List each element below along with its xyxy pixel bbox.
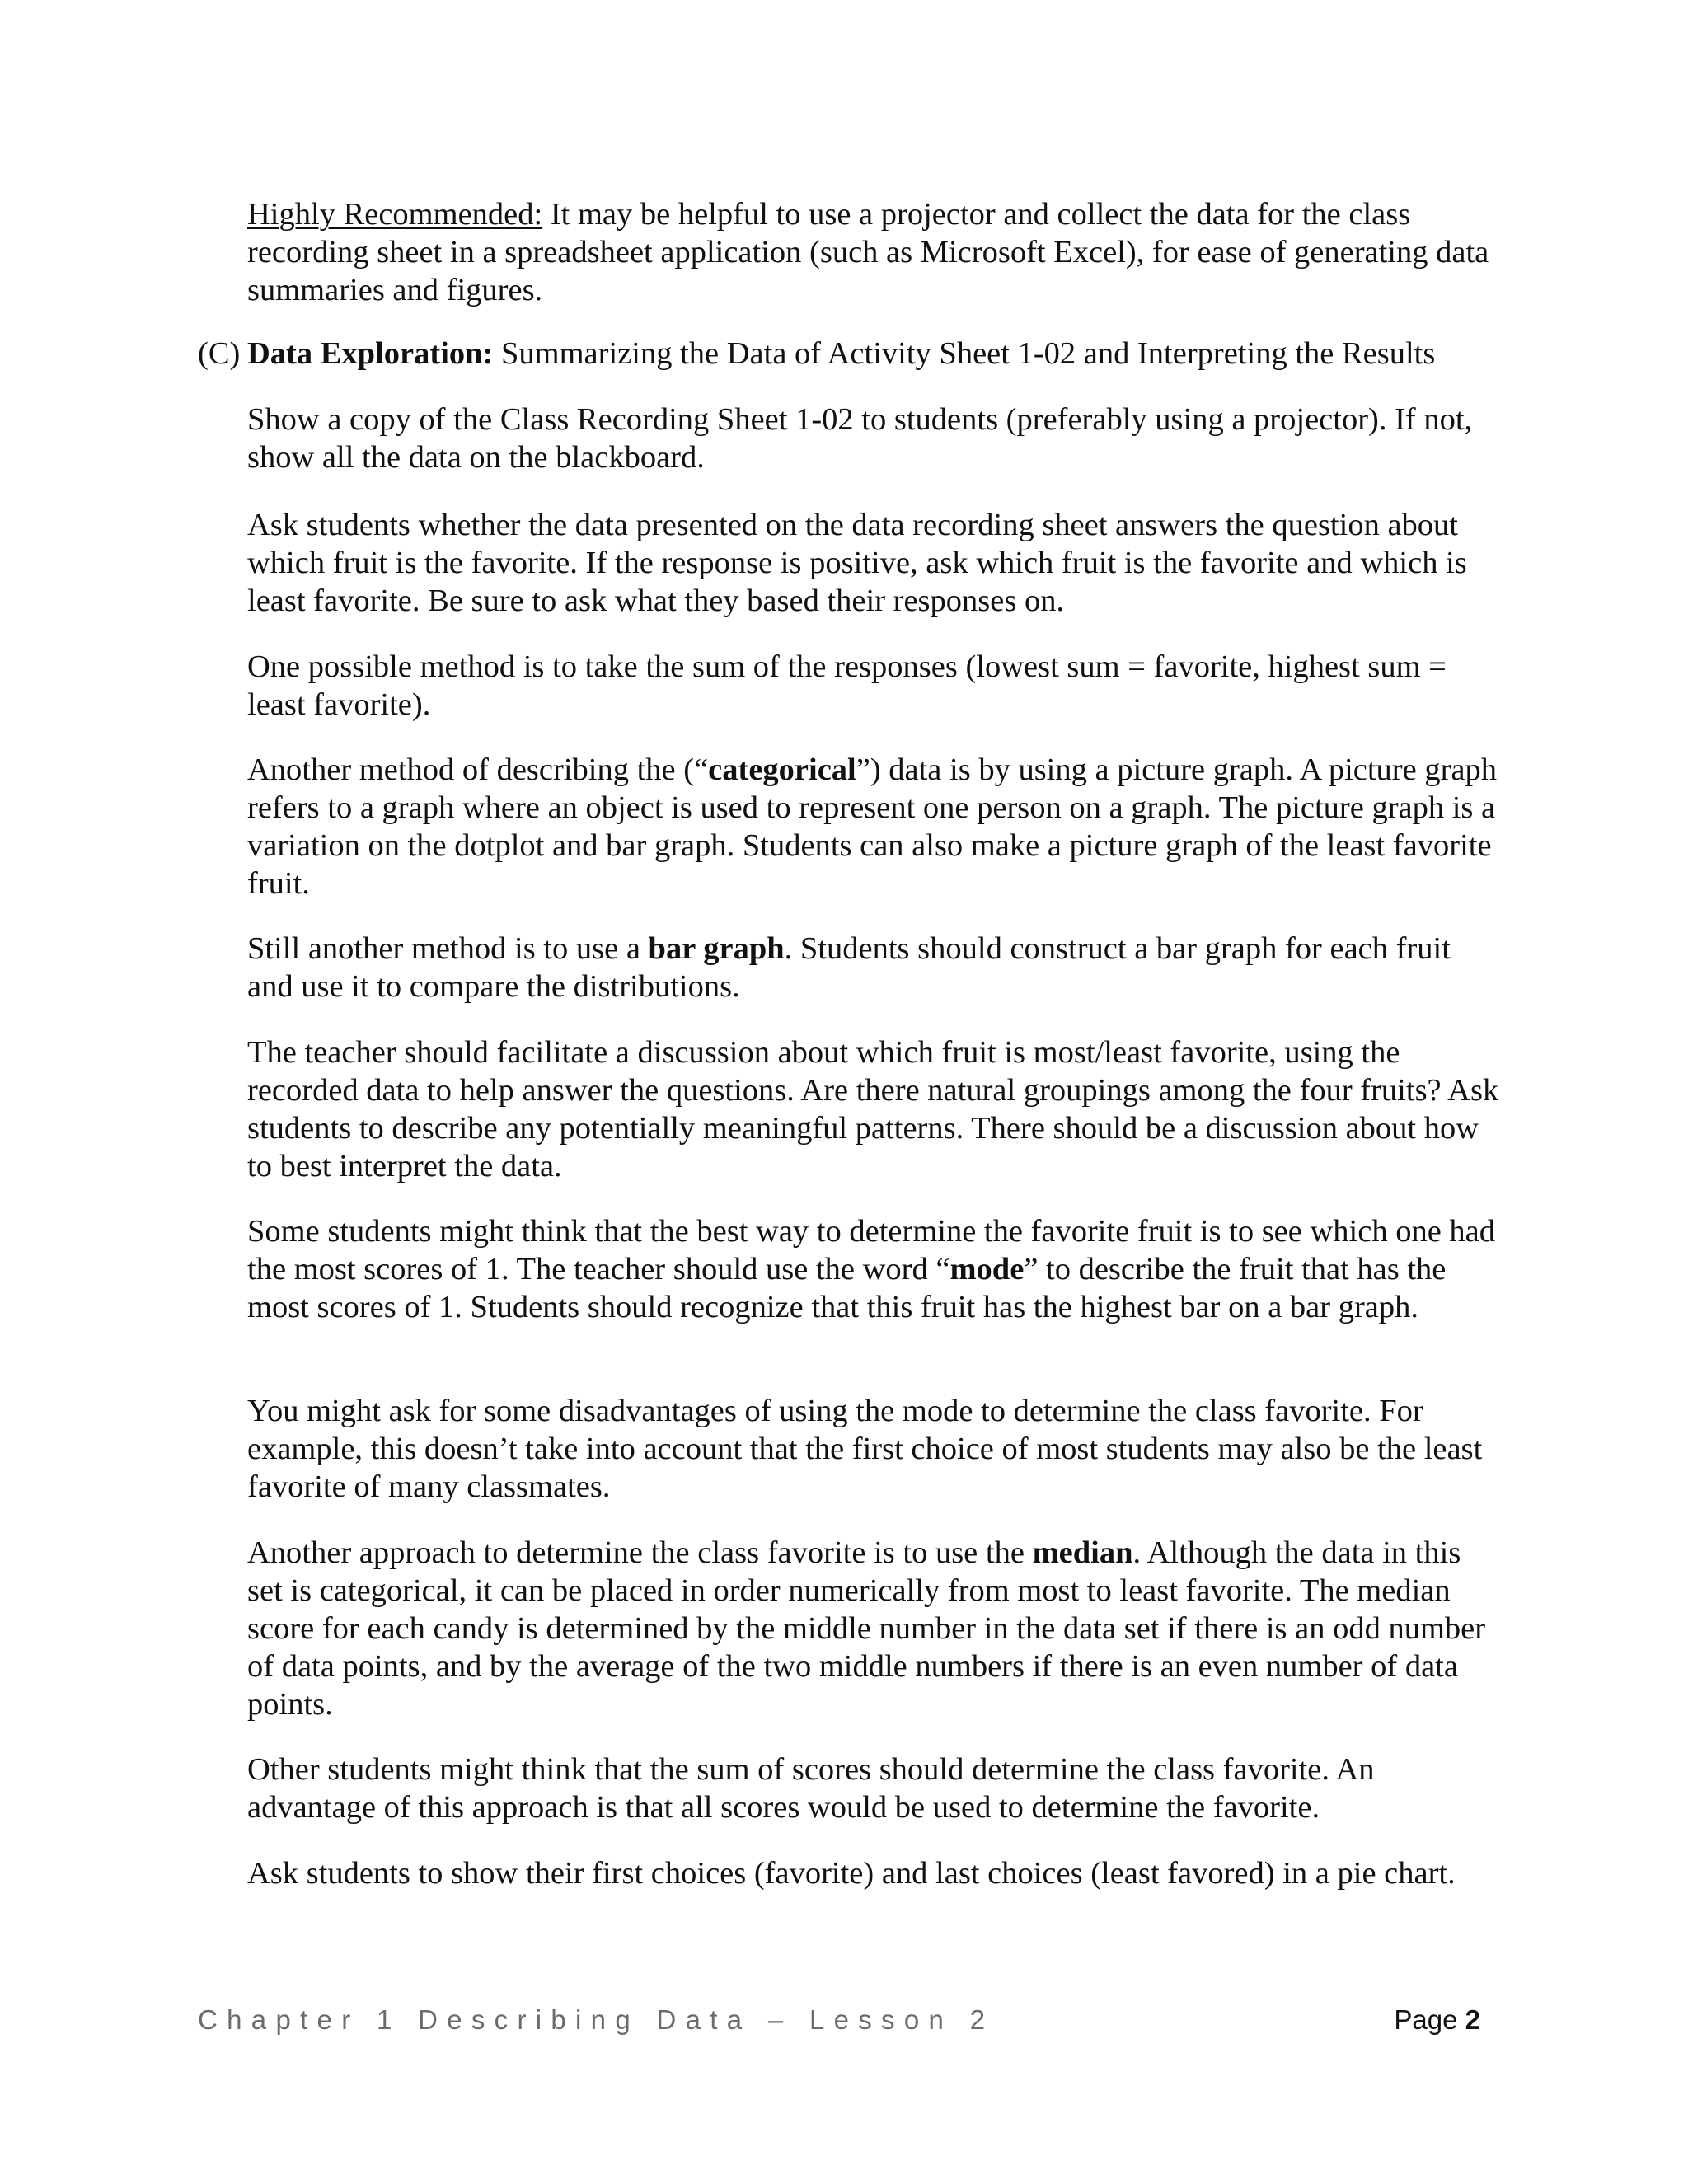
paragraph-3-text: One possible method is to take the sum of the responses (lowest sum = favorite, highest sum = least favorite). (247, 649, 1447, 722)
paragraph-3 (247, 648, 1500, 724)
paragraph-9-part-c: . Although the data in this set is categorical, it can be placed in order numerically from most to least favorite. The median score for each candy is determined by the middle number in the data set if there is an odd number of data points, and by the average of the two middle numbers if there is an even number of data points. (247, 1535, 1486, 1722)
paragraph-8-text: You might ask for some disadvantages of using the mode to determine the class favorite. For example, this doesn’t take into account that the first choice of most students may also be the least favorite of many classmates. (247, 1394, 1483, 1504)
median-term: median (1032, 1535, 1133, 1570)
paragraph-4-part-a: Another method of describing the (“ (247, 752, 709, 787)
paragraph-1 (247, 401, 1500, 476)
paragraph-10 (247, 1750, 1500, 1826)
categorical-term: categorical (708, 752, 856, 787)
paragraph-1-text: Show a copy of the Class Recording Sheet 1-02 to students (preferably using a projector). If not, show all the data on the blackboard. (247, 402, 1473, 475)
section-title: Data Exploration: (247, 336, 494, 371)
recommendation-label: Highly Recommended: (247, 197, 543, 232)
recommendation-paragraph (247, 195, 1500, 309)
paragraph-6-text: The teacher should facilitate a discussion about which fruit is most/least favorite, using the recorded data to help answer the questions. Are there natural groupings among the four fruits? Ask students to describe any potentially meaningful patterns. There should be a discussion about how to best interpret the data. (247, 1035, 1499, 1183)
paragraph-5 (247, 930, 1500, 1005)
paragraph-7-part-c: ” to describe the fruit that has the most scores of 1. Students should recognize that this fruit has the highest bar on a bar graph. (247, 1252, 1447, 1324)
paragraph-7-part-a: Some students might think that the best way to determine the favorite fruit is to see which one had the most scores of 1. The teacher should use the word “ (247, 1214, 1496, 1286)
paragraph-8 (247, 1392, 1500, 1506)
paragraph-5-part-a: Still another method is to use a (247, 931, 649, 966)
paragraph-4-part-c: ”) data is by using a picture graph. A picture graph refers to a graph where an object is used to represent one person on a graph. The picture graph is a variation on the dotplot and bar graph. Students can also make a picture graph of the least favorite fruit. (247, 752, 1497, 901)
footer-chapter: Chapter 1 Describing Data – Lesson 2 (198, 2004, 995, 2035)
footer-page-label: Page (1394, 2004, 1465, 2035)
paragraph-2-text: Ask students whether the data presented on the data recording sheet answers the question about which fruit is the favorite. If the response is positive, ask which fruit is the favorite and which is least favorite. Be sure to ask what they based their responses on. (247, 508, 1467, 618)
section-heading (198, 335, 1517, 373)
paragraph-2 (247, 506, 1500, 620)
paragraph-4 (247, 751, 1500, 902)
section-subtitle: Summarizing the Data of Activity Sheet 1-02 and Interpreting the Results (493, 336, 1436, 371)
paragraph-5-part-c: . Students should construct a bar graph for each fruit and use it to compare the distributions. (247, 931, 1451, 1004)
paragraph-11-text: Ask students to show their first choices (favorite) and last choices (least favored) in a pie chart. (247, 1856, 1456, 1891)
paragraph-9 (247, 1534, 1500, 1723)
recommendation-text: It may be helpful to use a projector and collect the data for the class recording sheet in a spreadsheet application (such as Microsoft Excel), for ease of generating data summaries and figures. (247, 197, 1489, 307)
paragraph-10-text: Other students might think that the sum of scores should determine the class favorite. An advantage of this approach is that all scores would be used to determine the favorite. (247, 1752, 1375, 1825)
mode-term: mode (950, 1252, 1025, 1286)
paragraph-9-part-a: Another approach to determine the class favorite is to use the (247, 1535, 1033, 1570)
bar-graph-term: bar graph (648, 931, 785, 966)
paragraph-7 (247, 1212, 1500, 1326)
paragraph-6 (247, 1033, 1500, 1185)
footer-page-number: 2 (1465, 2004, 1480, 2035)
footer-page (1394, 2004, 1480, 2036)
section-marker: (C) (198, 336, 241, 371)
paragraph-11 (247, 1854, 1500, 1892)
